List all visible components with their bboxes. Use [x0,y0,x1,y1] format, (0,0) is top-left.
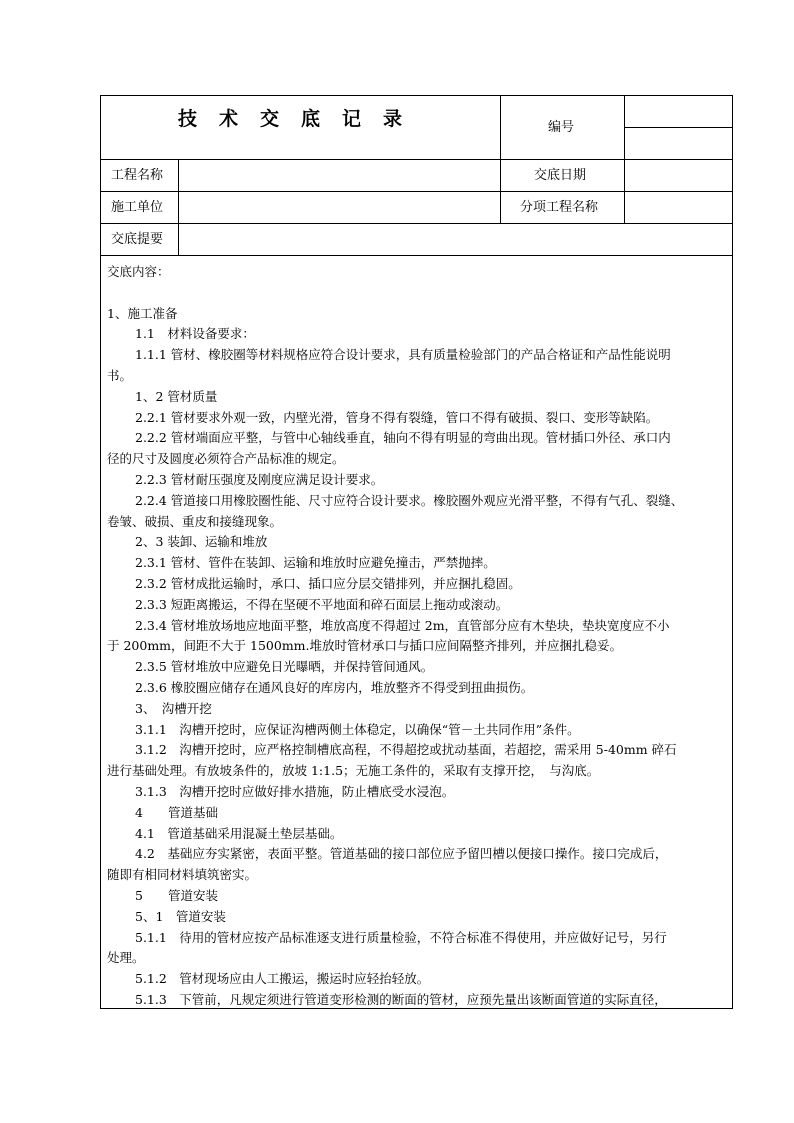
date-label: 交底日期 [534,168,587,183]
content-line [107,283,729,304]
content-line: 4.2 基础应夯实紧密，表面平整。管道基础的接口部位应予留凹槽以便接口操作。接口完成后， [135,846,668,862]
content-line: 卷皱、破损、重皮和接缝现象。 [107,513,283,529]
content-line: 2.2.4 管道接口用橡胶圈性能、尺寸应符合设计要求。橡胶圈外观应光滑平整，不得有气孔、裂缝、 [135,492,684,508]
content-line: 2.3.1 管材、管件在装卸、运输和堆放时应避免撞击，严禁抛摔。 [135,555,496,571]
sub-project-label: 分项工程名称 [520,200,599,215]
content-label: 交底内容： [107,264,170,279]
content-line: 2.3.6 橡胶圈应储存在通风良好的库房内，堆放整齐不得受到扭曲损伤。 [135,679,534,695]
content-line: 处理。 [107,950,145,966]
row-divider [101,223,732,224]
content-line: 2.3.5 管材堆放中应避免日光曝晒，并保持管间通风。 [135,659,434,675]
content-line: 径的尺寸及圆度必须符合产品标准的规定。 [107,451,345,467]
content-line: 进行基础处理。有放坡条件的，放坡 1:1.5；无施工条件的，采取有支撑开挖， 与沟底。 [107,763,600,779]
project-name-label: 工程名称 [111,168,164,183]
number-row-divider [624,127,732,128]
content-line: 1、2 管材质量 [135,388,218,404]
content-line: 书。 [107,367,133,383]
content-line: 5、1 管道安装 [135,908,226,924]
content-line: 2.2.3 管材耐压强度及刚度应满足设计要求。 [135,471,384,487]
content-line: 1、施工准备 [107,305,178,321]
content-line: 随即有相同材料填筑密实。 [107,867,258,883]
construction-unit-label: 施工单位 [111,200,164,215]
content-line: 2.2.1 管材要求外观一致，内壁光滑，管身不得有裂缝，管口不得有破损、裂口、变形等缺陷。 [135,409,659,425]
content-line: 5.1.1 待用的管材应按产品标准逐支进行质量检验，不符合标准不得使用，并应做好记号，另行 [135,929,667,945]
content-line: 3.1.2 沟槽开挖时，应严格控制槽底高程，不得超挖或扰动基面，若超挖，需采用 5-40mm 碎石 [135,742,677,758]
content-line: 2.3.4 管材堆放场地应地面平整，堆放高度不得超过 2m，直管部分应有木垫块，垫块宽度应不小 [135,617,670,633]
disclosure-content [107,262,729,1011]
content-line: 5.1.2 管材现场应由人工搬运，搬运时应轻抬轻放。 [135,971,430,987]
content-line: 1.1.1 管材、橡胶圈等材料规格应符合设计要求，具有质量检验部门的产品合格证和产品性能说明 [135,347,671,363]
content-line: 于 200mm，间距不大于 1500mm.堆放时管材承口与插口应间隔整齐排列，并应捆扎稳妥。 [107,638,623,654]
form-title: 技术交底记录 [177,108,424,130]
row-divider [101,255,732,256]
content-line: 1.1 材料设备要求： [135,326,255,342]
content-line: 2.2.2 管材端面应平整，与管中心轴线垂直，轴向不得有明显的弯曲出现。管材插口外径、承口内 [135,430,671,446]
summary-label: 交底提要 [111,232,164,247]
label-column-divider [178,159,179,255]
content-line: 2、3 装卸、运输和堆放 [135,534,268,550]
content-line: 2.3.3 短距离搬运，不得在坚硬不平地面和碎石面层上拖动或滚动。 [135,596,509,612]
content-line: 5.1.3 下管前，凡规定须进行管道变形检测的断面的管材，应预先量出该断面管道的实际直径， [135,991,667,1007]
content-line: 4.1 管道基础采用混凝土垫层基础。 [135,825,343,841]
row-divider [101,159,732,160]
row-divider [101,191,732,192]
content-line: 2.3.2 管材成批运输时，承口、插口应分层交错排列，并应捆扎稳固。 [135,575,521,591]
content-line: 3.1.3 沟槽开挖时应做好排水措施，防止槽底受水浸泡。 [135,783,455,799]
content-line: 5 管道安装 [135,887,218,903]
content-line: 3.1.1 沟槽开挖时，应保证沟槽两侧土体稳定，以确保“管－土共同作用”条件。 [135,721,580,737]
content-line: 4 管道基础 [135,804,218,820]
content-line: 3、 沟槽开挖 [135,700,212,716]
column-divider [624,96,625,223]
column-divider [500,96,501,223]
number-label: 编号 [548,120,575,135]
technical-disclosure-form [100,95,733,1009]
